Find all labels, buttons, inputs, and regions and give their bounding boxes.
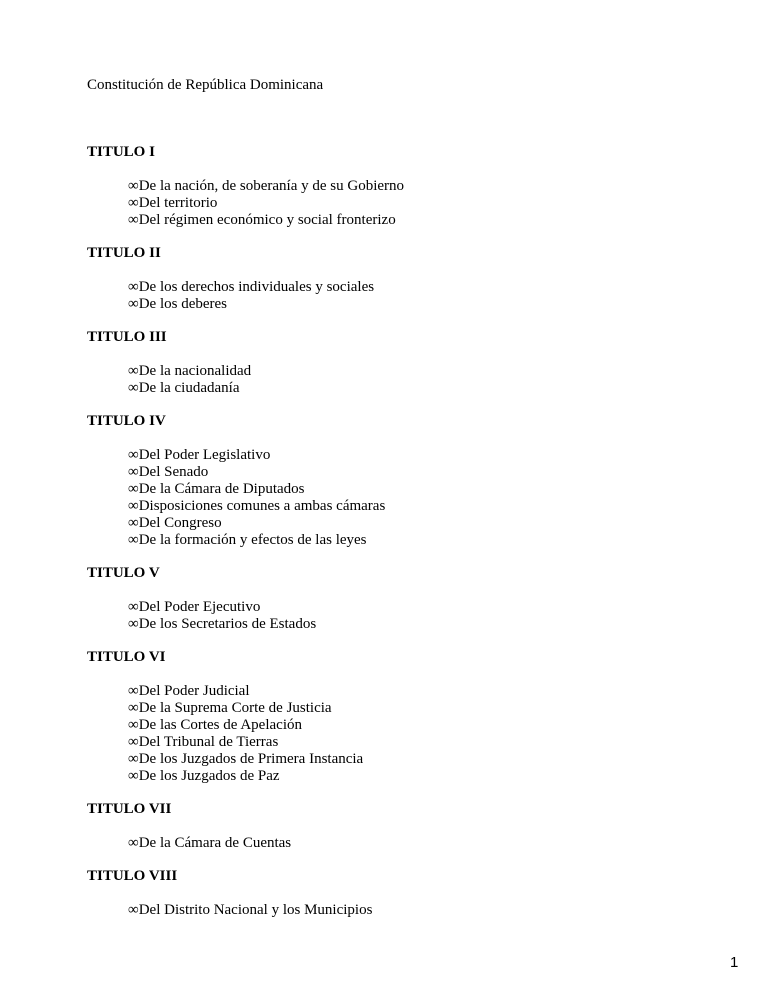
section xyxy=(87,649,707,785)
list-item-text: De los Juzgados de Paz xyxy=(138,767,280,784)
list-item-text: De la Cámara de Diputados xyxy=(138,480,305,497)
list-item-text: De la Cámara de Cuentas xyxy=(138,834,292,851)
section-heading: TITULO VI xyxy=(87,649,166,665)
section xyxy=(87,245,707,313)
list-item-text: Del Distrito Nacional y los Municipios xyxy=(138,901,373,918)
list-item xyxy=(128,515,707,532)
list-item-text: De la nacionalidad xyxy=(138,362,252,379)
list-item xyxy=(128,616,707,633)
list-item xyxy=(128,363,707,380)
section-items xyxy=(128,447,707,549)
list-item xyxy=(128,683,707,700)
page-number: 1 xyxy=(730,954,739,971)
infinity-bullet-icon: ∞ xyxy=(128,278,139,295)
section-items xyxy=(128,279,707,313)
infinity-bullet-icon: ∞ xyxy=(128,295,139,312)
list-item xyxy=(128,464,707,481)
infinity-bullet-icon: ∞ xyxy=(128,750,139,767)
list-item xyxy=(128,835,707,852)
list-item-text: Del Congreso xyxy=(138,514,222,531)
section-items xyxy=(128,835,707,852)
list-item-text: Disposiciones comunes a ambas cámaras xyxy=(138,497,386,514)
infinity-bullet-icon: ∞ xyxy=(128,699,139,716)
infinity-bullet-icon: ∞ xyxy=(128,834,139,851)
infinity-bullet-icon: ∞ xyxy=(128,514,139,531)
infinity-bullet-icon: ∞ xyxy=(128,379,139,396)
section-heading: TITULO V xyxy=(87,565,160,581)
section xyxy=(87,413,707,549)
list-item-text: Del Poder Judicial xyxy=(138,682,250,699)
document-title: Constitución de República Dominicana xyxy=(87,77,324,93)
list-item-text: Del régimen económico y social fronterizo xyxy=(138,211,396,228)
section xyxy=(87,565,707,633)
list-item-text: De los derechos individuales y sociales xyxy=(138,278,375,295)
list-item-text: De los deberes xyxy=(138,295,228,312)
infinity-bullet-icon: ∞ xyxy=(128,615,139,632)
section-heading: TITULO II xyxy=(87,245,161,261)
list-item xyxy=(128,902,707,919)
infinity-bullet-icon: ∞ xyxy=(128,531,139,548)
section-heading: TITULO IV xyxy=(87,413,166,429)
list-item xyxy=(128,195,707,212)
section-heading: TITULO III xyxy=(87,329,167,345)
list-item xyxy=(128,380,707,397)
list-item xyxy=(128,768,707,785)
list-item-text: De los Juzgados de Primera Instancia xyxy=(138,750,364,767)
infinity-bullet-icon: ∞ xyxy=(128,901,139,918)
section xyxy=(87,801,707,852)
section-heading: TITULO VIII xyxy=(87,868,178,884)
section xyxy=(87,329,707,397)
list-item-text: De las Cortes de Apelación xyxy=(138,716,302,733)
section-items xyxy=(128,599,707,633)
list-item-text: Del Senado xyxy=(138,463,209,480)
infinity-bullet-icon: ∞ xyxy=(128,362,139,379)
section xyxy=(87,868,707,919)
list-item-text: De la ciudadanía xyxy=(138,379,240,396)
list-item xyxy=(128,717,707,734)
list-item-text: Del territorio xyxy=(138,194,218,211)
list-item-text: Del Tribunal de Tierras xyxy=(138,733,279,750)
infinity-bullet-icon: ∞ xyxy=(128,497,139,514)
list-item xyxy=(128,734,707,751)
list-item xyxy=(128,498,707,515)
list-item xyxy=(128,279,707,296)
list-item-text: Del Poder Ejecutivo xyxy=(138,598,261,615)
section xyxy=(87,144,707,229)
list-item xyxy=(128,481,707,498)
infinity-bullet-icon: ∞ xyxy=(128,598,139,615)
infinity-bullet-icon: ∞ xyxy=(128,733,139,750)
list-item-text: De la Suprema Corte de Justicia xyxy=(138,699,332,716)
section-items xyxy=(128,683,707,785)
list-item xyxy=(128,700,707,717)
document-page xyxy=(87,77,707,935)
list-item-text: De la formación y efectos de las leyes xyxy=(138,531,367,548)
infinity-bullet-icon: ∞ xyxy=(128,211,139,228)
infinity-bullet-icon: ∞ xyxy=(128,446,139,463)
list-item xyxy=(128,751,707,768)
infinity-bullet-icon: ∞ xyxy=(128,682,139,699)
infinity-bullet-icon: ∞ xyxy=(128,177,139,194)
infinity-bullet-icon: ∞ xyxy=(128,767,139,784)
infinity-bullet-icon: ∞ xyxy=(128,480,139,497)
list-item xyxy=(128,178,707,195)
list-item-text: De la nación, de soberanía y de su Gobierno xyxy=(138,177,405,194)
infinity-bullet-icon: ∞ xyxy=(128,463,139,480)
list-item xyxy=(128,599,707,616)
list-item xyxy=(128,447,707,464)
list-item xyxy=(128,212,707,229)
section-heading: TITULO VII xyxy=(87,801,172,817)
section-items xyxy=(128,902,707,919)
section-items xyxy=(128,178,707,229)
list-item-text: Del Poder Legislativo xyxy=(138,446,271,463)
section-items xyxy=(128,363,707,397)
list-item xyxy=(128,296,707,313)
list-item-text: De los Secretarios de Estados xyxy=(138,615,317,632)
infinity-bullet-icon: ∞ xyxy=(128,194,139,211)
list-item xyxy=(128,532,707,549)
infinity-bullet-icon: ∞ xyxy=(128,716,139,733)
section-heading: TITULO I xyxy=(87,144,155,160)
sections xyxy=(87,144,707,919)
